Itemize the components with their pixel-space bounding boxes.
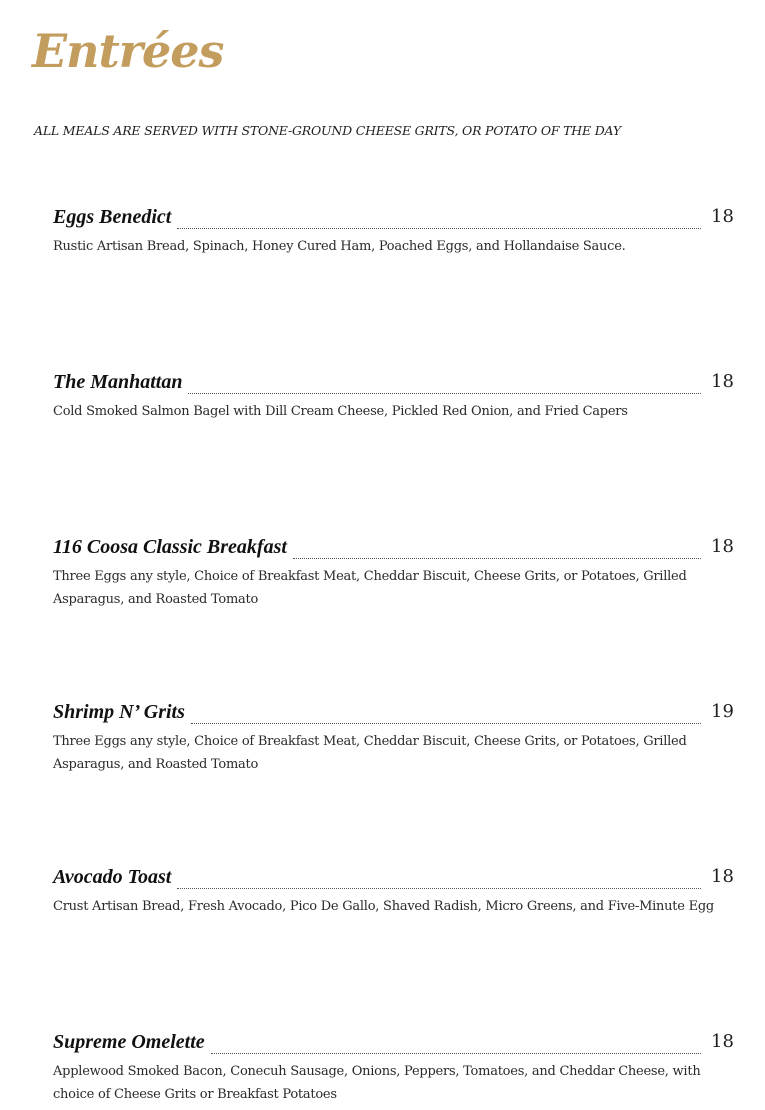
menu-item-price: 18 [711,371,734,392]
menu-item-price: 18 [711,206,734,227]
menu-item-eggs-benedict [53,200,733,258]
menu-item-avocado-toast [53,860,733,918]
menu-item-coosa-classic-breakfast [53,530,733,611]
dotted-leader [177,888,701,889]
menu-item-header [53,1025,733,1055]
dotted-leader [191,723,701,724]
menu-item-description: Applewood Smoked Bacon, Conecuh Sausage, Onions, Peppers, Tomatoes, and Cheddar Cheese, with choice of Cheese Grits or Breakfast Potatoes [53,1064,701,1102]
menu-item-description: Cold Smoked Salmon Bagel with Dill Cream Cheese, Pickled Red Onion, and Fried Capers [53,404,628,419]
dotted-leader [211,1053,701,1054]
menu-item-price: 19 [711,701,734,722]
menu-item-supreme-omelette [53,1025,733,1106]
menu-item-shrimp-n-grits [53,695,733,776]
menu-item-description: Three Eggs any style, Choice of Breakfast Meat, Cheddar Biscuit, Cheese Grits, or Potatoes, Grilled Asparagus, and Roasted Tomato [53,569,687,607]
menu-item-name: Supreme Omelette [53,1031,205,1053]
menu-item-name: The Manhattan [53,371,183,393]
menu-item-header [53,860,733,890]
menu-item-header [53,530,733,560]
menu-item-description: Crust Artisan Bread, Fresh Avocado, Pico De Gallo, Shaved Radish, Micro Greens, and Five-Minute Egg [53,899,714,914]
menu-item-header [53,200,733,230]
menu-item-the-manhattan [53,365,733,423]
menu-item-price: 18 [711,866,734,887]
dotted-leader [177,228,701,229]
menu-item-header [53,695,733,725]
dotted-leader [188,393,701,394]
menu-item-name: Avocado Toast [53,866,172,888]
menu-item-description: Rustic Artisan Bread, Spinach, Honey Cured Ham, Poached Eggs, and Hollandaise Sauce. [53,239,626,254]
menu-item-price: 18 [711,536,734,557]
dotted-leader [293,558,701,559]
menu-item-header [53,365,733,395]
menu-item-description: Three Eggs any style, Choice of Breakfast Meat, Cheddar Biscuit, Cheese Grits, or Potatoes, Grilled Asparagus, and Roasted Tomato [53,734,687,772]
page-title: Entrées [32,24,224,78]
menu-item-name: Shrimp N’ Grits [53,701,185,723]
menu-item-price: 18 [711,1031,734,1052]
menu-item-name: Eggs Benedict [53,206,172,228]
page-subtitle: ALL MEALS ARE SERVED WITH STONE-GROUND CHEESE GRITS, OR POTATO OF THE DAY [34,123,621,138]
menu-item-name: 116 Coosa Classic Breakfast [53,536,287,558]
